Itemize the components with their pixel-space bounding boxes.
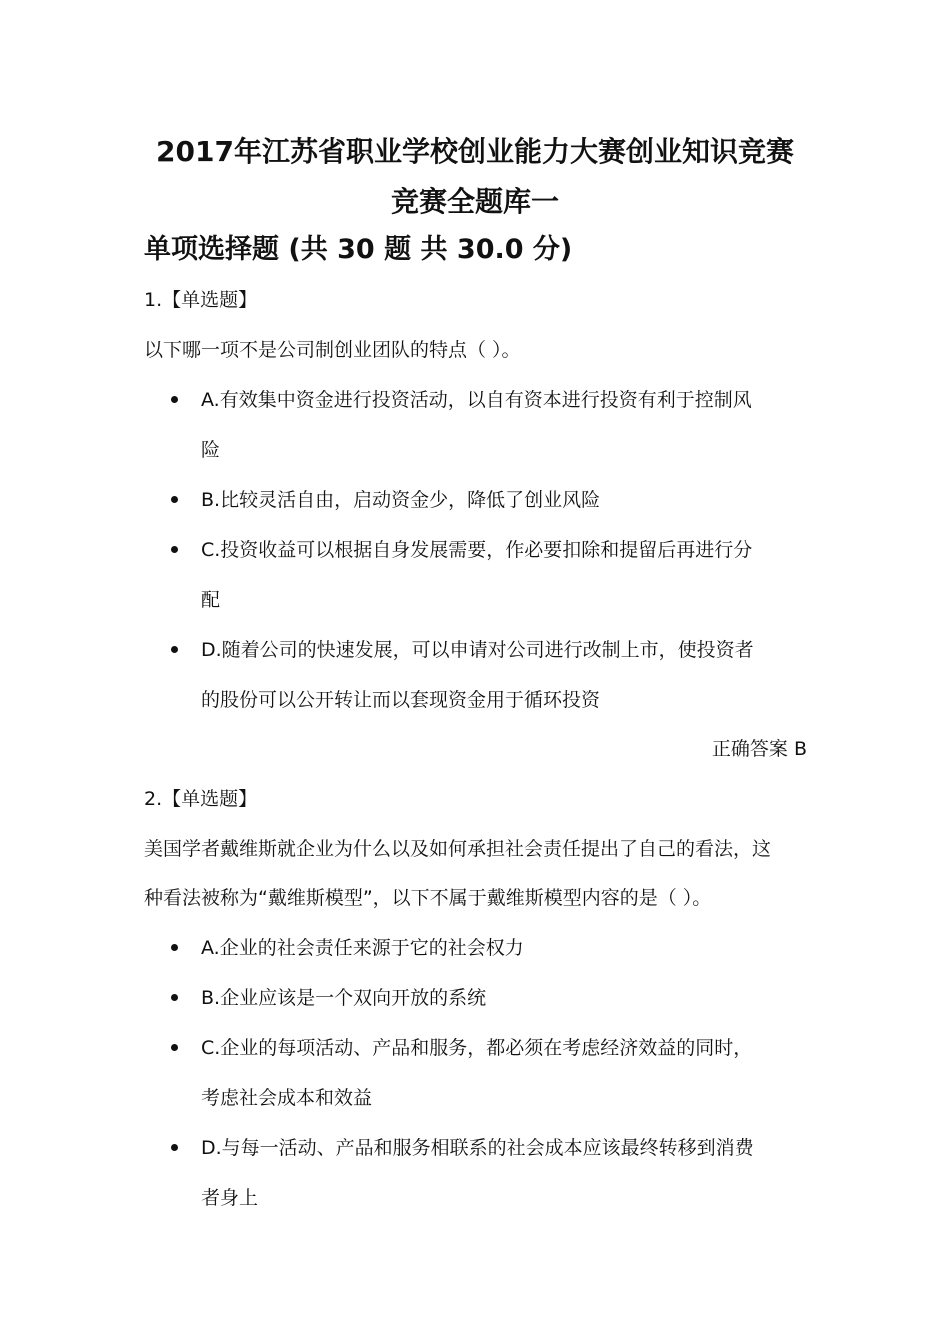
question-2-option-c: C.企业的每项活动、产品和服务，都必须在考虑经济效益的同时， bbox=[201, 1037, 753, 1059]
question-1-answer: 正确答案 B bbox=[711, 738, 807, 760]
question-1-option-d: D.随着公司的快速发展，可以申请对公司进行改制上市，使投资者 bbox=[201, 639, 754, 661]
question-1-label: 1.【单选题】 bbox=[144, 289, 258, 311]
bullet-icon bbox=[171, 396, 178, 403]
question-2-option-d: D.与每一活动、产品和服务相联系的社会成本应该最终转移到消费 bbox=[201, 1137, 754, 1159]
bullet-icon bbox=[171, 646, 178, 653]
question-2-option-c-cont: 考虑社会成本和效益 bbox=[201, 1087, 373, 1109]
question-2-option-b: B.企业应该是一个双向开放的系统 bbox=[201, 987, 487, 1009]
question-1-option-d-cont: 的股份可以公开转让而以套现资金用于循环投资 bbox=[201, 689, 601, 711]
document-title-line-2: 竞赛全题库一 bbox=[390, 185, 559, 218]
question-1-option-c: C.投资收益可以根据自身发展需要，作必要扣除和提留后再进行分 bbox=[201, 539, 753, 561]
document-title-line-1: 2017年江苏省职业学校创业能力大赛创业知识竞赛 bbox=[156, 135, 794, 168]
question-2-stem-line-2: 种看法被称为“戴维斯模型”，以下不属于戴维斯模型内容的是（ ）。 bbox=[144, 887, 712, 909]
question-1-option-c-cont: 配 bbox=[201, 589, 221, 611]
question-1-option-b: B.比较灵活自由，启动资金少，降低了创业风险 bbox=[201, 489, 601, 511]
bullet-icon bbox=[171, 944, 178, 951]
bullet-icon bbox=[171, 496, 178, 503]
bullet-icon bbox=[171, 1044, 178, 1051]
question-1-option-a: A.有效集中资金进行投资活动，以自有资本进行投资有利于控制风 bbox=[201, 389, 752, 411]
question-2-label: 2.【单选题】 bbox=[144, 788, 258, 810]
bullet-icon bbox=[171, 546, 178, 553]
bullet-icon bbox=[171, 1144, 178, 1151]
section-heading: 单项选择题 (共 30 题 共 30.0 分) bbox=[144, 234, 573, 265]
question-2-option-a: A.企业的社会责任来源于它的社会权力 bbox=[201, 937, 524, 959]
bullet-icon bbox=[171, 994, 178, 1001]
question-1-stem: 以下哪一项不是公司制创业团队的特点（ ）。 bbox=[144, 339, 521, 361]
question-2-option-d-cont: 者身上 bbox=[201, 1187, 259, 1209]
question-2-stem-line-1: 美国学者戴维斯就企业为什么以及如何承担社会责任提出了自己的看法，这 bbox=[144, 838, 772, 860]
question-1-option-a-cont: 险 bbox=[201, 439, 221, 461]
